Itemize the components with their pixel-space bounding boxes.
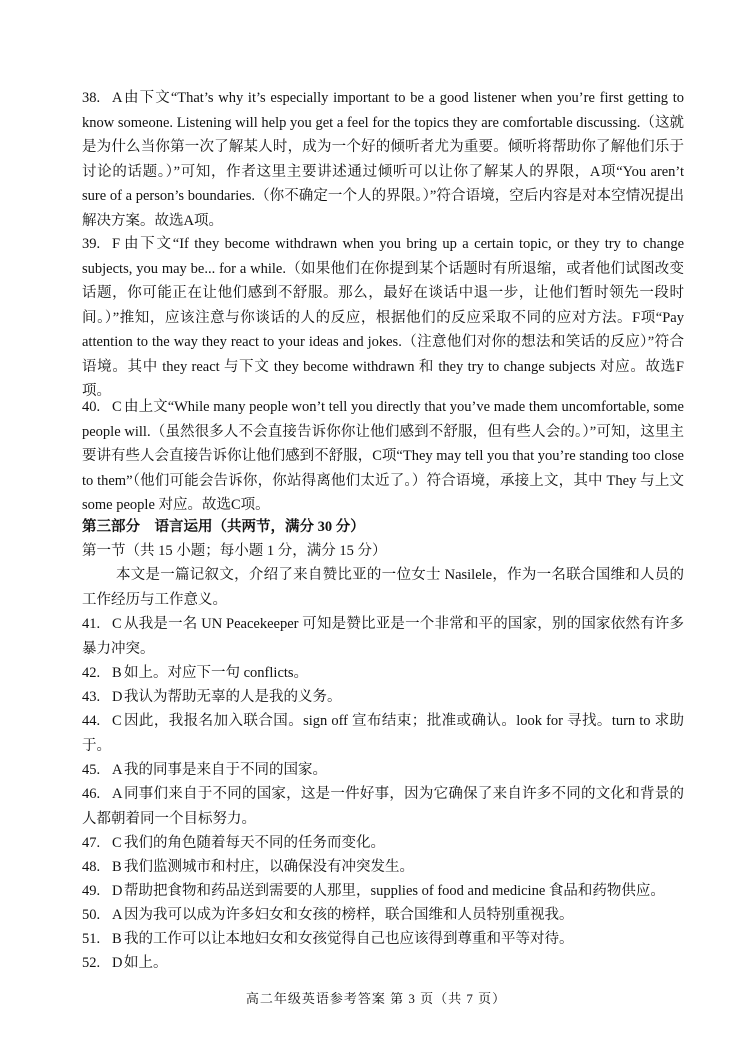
answer-letter: D bbox=[112, 689, 123, 705]
answer-explanation: 同事们来自于不同的国家，这是一件好事，因为它确保了来自许多不同的文化和背景的人都朝着同一个目标努力。 bbox=[82, 786, 684, 827]
answer-item-45 bbox=[82, 758, 684, 783]
question-number: 43. bbox=[82, 689, 101, 705]
answer-item-49 bbox=[82, 879, 684, 904]
answer-letter: A bbox=[112, 762, 123, 778]
answer-explanation: 我们监测城市和村庄，以确保没有冲突发生。 bbox=[124, 859, 414, 875]
answer-explanation: 由下文“That’s why it’s especially important to be a good listener when you’re first getting to know someone. Listening will help you get a feel for the topics they are comfortable discussing.（这就是为什么当你第一次了解某人时，成为一个好的倾听者尤为重要。倾听将帮助你了解他们乐于讨论的话题。）”可知，作者这里主要讲述通过倾听可以让你了解某人的界限，A项“You aren’t sure of a person’s boundaries.（你不确定一个人的界限。）”符合语境，空后内容是对本空情况提出解决方案。故选A项。 bbox=[82, 90, 684, 229]
answer-item-40 bbox=[82, 395, 684, 515]
answer-explanation: 从我是一名 UN Peacekeeper 可知是赞比亚是一个非常和平的国家，别的国家依然有许多暴力冲突。 bbox=[82, 616, 684, 657]
answer-letter: D bbox=[112, 955, 123, 971]
answer-item-50 bbox=[82, 903, 684, 928]
answer-explanation: 由上文“While many people won’t tell you directly that you’ve made them uncomfortable, some people will.（虽然很多人不会直接告诉你你让他们感到不舒服，但有些人会的。）”可知，这里主要讲有些人会直接告诉你让他们感到不舒服，C项“They may tell you that you’re standing too close to them”（他们可能会告诉你，你站得离他们太近了。）符合语境，承接上文，其中 They 与上文 some people 对应。故选C项。 bbox=[82, 399, 684, 513]
question-number: 51. bbox=[82, 931, 101, 947]
answer-item-39 bbox=[82, 232, 684, 399]
question-number: 50. bbox=[82, 907, 101, 923]
answer-letter: C bbox=[112, 616, 122, 632]
answer-item-51 bbox=[82, 927, 684, 952]
question-number: 42. bbox=[82, 665, 101, 681]
answer-explanation: 因此，我报名加入联合国。sign off 宣布结束；批准或确认。look for 寻找。turn to 求助于。 bbox=[82, 713, 684, 754]
subsection-heading: 第一节（共 15 小题；每小题 1 分，满分 15 分） bbox=[82, 543, 387, 559]
answer-letter: F bbox=[112, 236, 121, 252]
section-heading: 第三部分 语言运用（共两节，满分 30 分） bbox=[82, 519, 365, 535]
answer-letter: B bbox=[112, 931, 122, 947]
question-number: 45. bbox=[82, 762, 101, 778]
answer-item-48 bbox=[82, 855, 684, 880]
answer-letter: C bbox=[112, 399, 122, 415]
answer-explanation: 因为我可以成为许多妇女和女孩的榜样，联合国维和人员特别重视我。 bbox=[124, 907, 574, 923]
question-number: 48. bbox=[82, 859, 101, 875]
answer-explanation: 我的工作可以让本地妇女和女孩觉得自己也应该得到尊重和平等对待。 bbox=[124, 931, 574, 947]
question-number: 44. bbox=[82, 713, 101, 729]
answer-letter: A bbox=[112, 786, 123, 802]
answer-item-42 bbox=[82, 661, 684, 686]
answer-item-52 bbox=[82, 951, 684, 976]
answer-explanation: 我的同事是来自于不同的国家。 bbox=[124, 762, 327, 778]
answer-item-47 bbox=[82, 831, 684, 856]
answer-letter: B bbox=[112, 665, 122, 681]
answer-letter: B bbox=[112, 859, 122, 875]
question-number: 40. bbox=[82, 399, 101, 415]
answer-letter: C bbox=[112, 713, 122, 729]
question-number: 46. bbox=[82, 786, 101, 802]
question-number: 52. bbox=[82, 955, 101, 971]
question-number: 41. bbox=[82, 616, 101, 632]
answer-letter: A bbox=[112, 90, 123, 106]
answer-explanation: 帮助把食物和药品送到需要的人那里，supplies of food and medicine 食品和药物供应。 bbox=[124, 883, 665, 899]
question-number: 47. bbox=[82, 835, 101, 851]
answer-explanation: 我认为帮助无辜的人是我的义务。 bbox=[124, 689, 342, 705]
answer-item-46 bbox=[82, 782, 684, 831]
question-number: 38. bbox=[82, 90, 101, 106]
answer-item-44 bbox=[82, 709, 684, 758]
page-footer: 高二年级英语参考答案 第 3 页（共 7 页） bbox=[245, 991, 507, 1006]
answer-explanation: 如上。 bbox=[124, 955, 168, 971]
answer-letter: D bbox=[112, 883, 123, 899]
answer-explanation: 由下文“If they become withdrawn when you bring up a certain topic, or they try to change subjects, you may be... for a while.（如果他们在你提到某个话题时有所退缩，或者他们试图改变话题，你可能正在让他们感到不舒服。那么，最好在谈话中退一步，让他们暂时领先一段时间。）”推知，应该注意与你谈话的人的反应，根据他们的反应采取不同的应对方法。F项“Pay attention to the way they react to your ideas and jokes.（注意他们对你的想法和笑话的反应）”符合语境。其中 they react 与下文 they become withdrawn 和 they try to change subjects 对应。故选F项。 bbox=[82, 236, 684, 399]
question-number: 39. bbox=[82, 236, 101, 252]
answer-item-41 bbox=[82, 612, 684, 661]
answer-item-43 bbox=[82, 685, 684, 710]
passage-summary: 本文是一篇记叙文，介绍了来自赞比亚的一位女士 Nasilele，作为一名联合国维和人员的工作经历与工作意义。 bbox=[82, 567, 684, 608]
answer-explanation: 我们的角色随着每天不同的任务而变化。 bbox=[124, 835, 385, 851]
answer-letter: A bbox=[112, 907, 123, 923]
answer-letter: C bbox=[112, 835, 122, 851]
answer-item-38 bbox=[82, 86, 684, 232]
answer-explanation: 如上。对应下一句 conflicts。 bbox=[124, 665, 309, 681]
question-number: 49. bbox=[82, 883, 101, 899]
